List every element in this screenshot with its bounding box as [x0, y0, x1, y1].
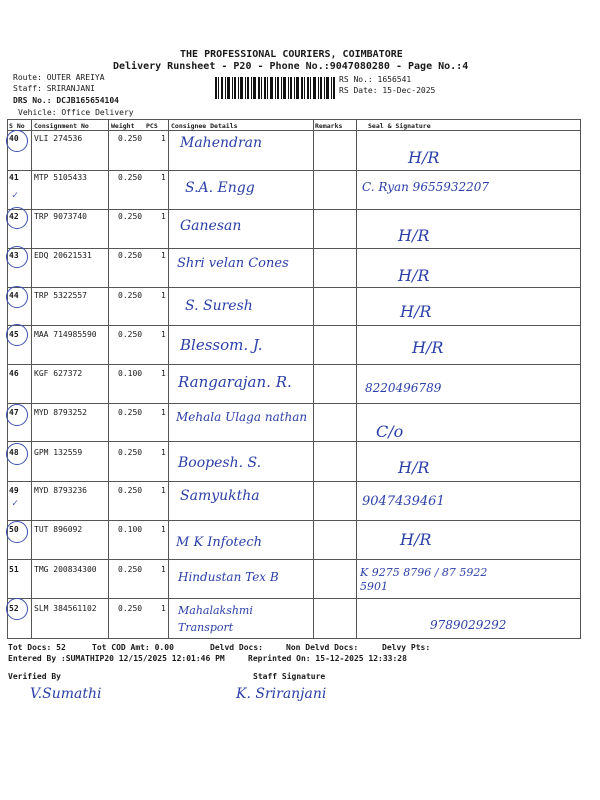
row-consignee: Mahendran: [180, 135, 263, 151]
row-consignee: Shri velan Cones: [177, 256, 289, 271]
row-pcs: 1: [161, 291, 166, 300]
row-signature: H/R: [412, 338, 444, 357]
entered-by: Entered By :SUMATHIP20 12/15/2025 12:01:46 PM: [8, 654, 225, 663]
row-divider: [7, 598, 581, 599]
company-title: THE PROFESSIONAL COURIERS, COIMBATORE: [180, 49, 403, 60]
row-weight: 0.250: [118, 448, 143, 457]
table-header-border: [7, 130, 581, 131]
runsheet-subtitle: Delivery Runsheet - P20 - Phone No.:9047080280 - Page No.:4: [113, 61, 469, 72]
table-top-border: [7, 119, 581, 120]
row-weight: 0.250: [118, 291, 143, 300]
col-divider: [313, 119, 314, 639]
route-label: Route: OUTER AREIYA: [13, 73, 105, 82]
col-header-seal: Seal & Signature: [368, 122, 431, 130]
row-divider: [7, 248, 581, 249]
row-consignment: EDQ 20621531: [34, 251, 92, 260]
row-signature: H/R: [398, 458, 430, 477]
row-consignment: KGF 627372: [34, 369, 83, 378]
row-sno: 52: [9, 604, 19, 613]
col-divider: [356, 119, 357, 639]
row-pcs: 1: [161, 408, 166, 417]
row-signature: 8220496789: [365, 381, 442, 395]
row-pcs: 1: [161, 604, 166, 613]
row-pcs: 1: [161, 565, 166, 574]
row-pcs: 1: [161, 369, 166, 378]
row-sno: 50: [9, 525, 19, 534]
row-divider: [7, 287, 581, 288]
verified-by-label: Verified By: [8, 672, 61, 681]
row-consignment: TRP 5322557: [34, 291, 87, 300]
row-pcs: 1: [161, 251, 166, 260]
row-consignment: MYD 8793236: [34, 486, 87, 495]
row-signature: 9047439461: [362, 494, 445, 509]
row-divider: [7, 559, 581, 560]
row-signature: C/o: [376, 422, 404, 441]
row-divider: [7, 364, 581, 365]
row-consignment: MAA 714985590: [34, 330, 97, 339]
table-right-border: [580, 119, 581, 639]
row-consignee: Mehala Ulaga nathan: [176, 410, 308, 424]
reprinted-on: Reprinted On: 15-12-2025 12:33:28: [248, 654, 407, 663]
verified-signature: V.Sumathi: [30, 686, 102, 702]
rs-number: RS No.: 1656541: [339, 75, 412, 84]
col-header-consignment: Consignment No: [34, 122, 89, 130]
staff-signature-label: Staff Signature: [253, 672, 326, 681]
staff-label: Staff: SRIRANJANI: [13, 84, 95, 93]
row-consignment: VLI 274536: [34, 134, 83, 143]
row-sno: 43: [9, 251, 19, 260]
row-weight: 0.250: [118, 330, 143, 339]
row-consignment: GPM 132559: [34, 448, 83, 457]
table-bottom-border: [7, 638, 581, 639]
row-consignee: S.A. Engg: [185, 180, 255, 196]
staff-signature: K. Sriranjani: [236, 686, 327, 702]
col-divider: [168, 119, 169, 639]
row-sno: 51: [9, 565, 19, 574]
row-divider: [7, 481, 581, 482]
row-sno: 47: [9, 408, 19, 417]
col-header-pcs: PCS: [146, 122, 158, 130]
row-divider: [7, 209, 581, 210]
check-icon: ✓: [12, 190, 19, 201]
delivery-points: Delvy Pts:: [382, 643, 431, 652]
row-consignee: Blessom. J.: [180, 336, 263, 354]
row-pcs: 1: [161, 212, 166, 221]
row-signature: H/R: [398, 226, 430, 245]
row-weight: 0.250: [118, 212, 143, 221]
table-left-border: [7, 119, 8, 639]
row-signature: 9789029292: [430, 618, 507, 632]
drs-label: DRS No.: DCJB165654104: [13, 96, 119, 105]
row-sno: 48: [9, 448, 19, 457]
row-pcs: 1: [161, 486, 166, 495]
row-consignment: TMG 200834300: [34, 565, 97, 574]
row-consignee: Boopesh. S.: [178, 455, 262, 471]
col-header-weight: Weight: [111, 122, 135, 130]
row-signature: H/R: [400, 530, 432, 549]
row-pcs: 1: [161, 330, 166, 339]
row-weight: 0.250: [118, 251, 143, 260]
total-cod: Tot COD Amt: 0.00: [92, 643, 174, 652]
row-weight: 0.250: [118, 565, 143, 574]
barcode-icon: [215, 77, 335, 99]
row-consignee: Mahalakshmi Transport: [178, 604, 253, 634]
row-consignment: TUT 896092: [34, 525, 83, 534]
row-pcs: 1: [161, 173, 166, 182]
row-consignee: S. Suresh: [185, 298, 253, 314]
row-weight: 0.250: [118, 134, 143, 143]
total-docs: Tot Docs: 52: [8, 643, 66, 652]
row-sno: 46: [9, 369, 19, 378]
row-signature: C. Ryan 9655932207: [362, 180, 490, 194]
row-signature: H/R: [408, 148, 440, 167]
row-pcs: 1: [161, 525, 166, 534]
row-consignee: Samyuktha: [180, 488, 260, 504]
row-weight: 0.250: [118, 604, 143, 613]
row-consignee: Hindustan Tex B: [178, 570, 279, 584]
col-divider: [31, 119, 32, 639]
col-header-consignee: Consignee Details: [171, 122, 238, 130]
row-sno: 40: [9, 134, 19, 143]
row-consignee: Ganesan: [180, 218, 242, 234]
row-weight: 0.100: [118, 525, 143, 534]
row-pcs: 1: [161, 134, 166, 143]
row-weight: 0.250: [118, 173, 143, 182]
row-pcs: 1: [161, 448, 166, 457]
col-header-sno: S No: [9, 122, 25, 130]
row-divider: [7, 520, 581, 521]
row-weight: 0.100: [118, 369, 143, 378]
row-sno: 49: [9, 486, 19, 495]
check-icon: ✓: [12, 498, 19, 509]
row-divider: [7, 170, 581, 171]
row-consignee: M K Infotech: [176, 535, 263, 550]
col-header-remarks: Remarks: [315, 122, 343, 130]
rs-date: RS Date: 15-Dec-2025: [339, 86, 436, 95]
row-sno: 45: [9, 330, 19, 339]
row-consignee: Rangarajan. R.: [178, 373, 292, 391]
row-divider: [7, 403, 581, 404]
row-sno: 42: [9, 212, 19, 221]
row-consignment: TRP 9073740: [34, 212, 87, 221]
delivered-docs: Delvd Docs:: [210, 643, 263, 652]
col-divider: [108, 119, 109, 639]
row-signature: H/R: [400, 302, 432, 321]
row-weight: 0.250: [118, 408, 143, 417]
row-consignment: MYD 8793252: [34, 408, 87, 417]
row-consignment: SLM 384561102: [34, 604, 97, 613]
row-consignment: MTP 5105433: [34, 173, 87, 182]
row-divider: [7, 325, 581, 326]
non-delivered-docs: Non Delvd Docs:: [286, 643, 359, 652]
row-signature: H/R: [398, 266, 430, 285]
row-signature: K 9275 8796 / 87 5922 5901: [360, 566, 488, 593]
vehicle-label: Vehicle: Office Delivery: [18, 108, 134, 117]
row-weight: 0.250: [118, 486, 143, 495]
row-divider: [7, 441, 581, 442]
row-sno: 41: [9, 173, 19, 182]
row-sno: 44: [9, 291, 19, 300]
